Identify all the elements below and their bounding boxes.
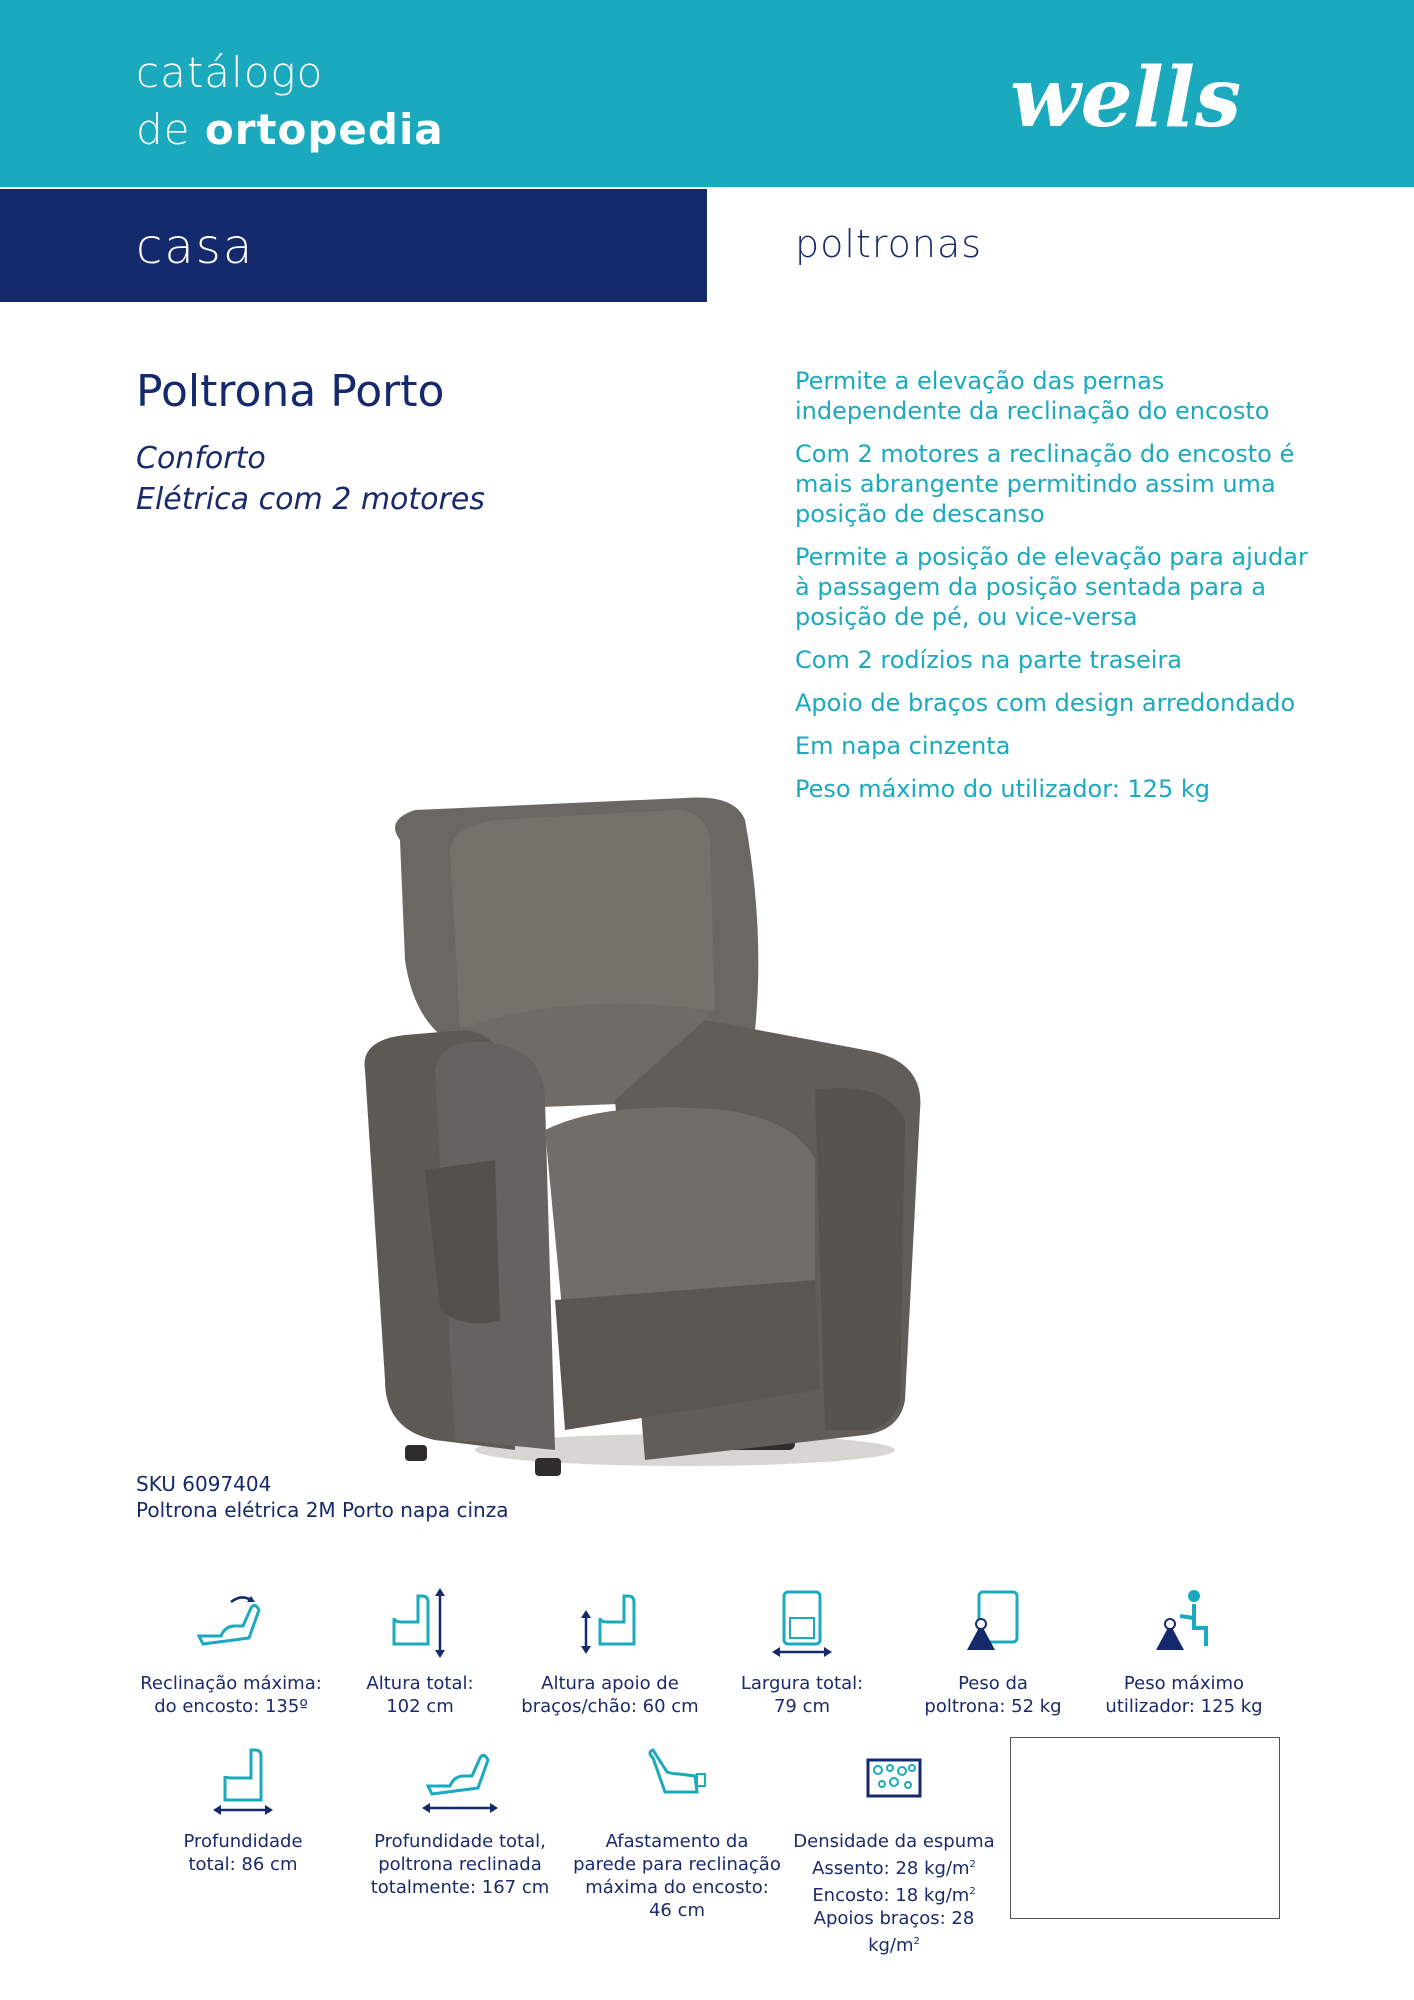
feature-item: Em napa cinzenta <box>795 732 1011 760</box>
spec-largura: Largura total: 79 cm <box>697 1588 907 1718</box>
header-band <box>0 0 1414 187</box>
wall-distance-icon <box>637 1746 717 1818</box>
catalog-line-1: catálogo <box>136 48 324 97</box>
feature-list <box>795 366 1315 817</box>
feature-item: Com 2 rodízios na parte traseira <box>795 646 1183 674</box>
catalog-line-2: de ortopedia <box>136 105 444 154</box>
sku-code: SKU 6097404 <box>136 1472 272 1496</box>
chair-weight-icon <box>953 1588 1033 1660</box>
total-height-icon <box>380 1588 460 1660</box>
total-width-icon <box>762 1588 842 1660</box>
foam-density-icon <box>854 1746 934 1818</box>
sku-block <box>136 1471 509 1523</box>
feature-item: Permite a posição de elevação para ajudar à passagem da posição sentada para a posição de pé, ou vice-versa <box>795 543 1308 631</box>
feature-item: Peso máximo do utilizador: 125 kg <box>795 775 1210 803</box>
svg-text:wells: wells <box>1010 50 1242 146</box>
armrest-height-icon <box>570 1588 650 1660</box>
feature-item: Com 2 motores a reclinação do encosto é mais abrangente permitindo assim uma posição de descanso <box>795 440 1295 528</box>
spec-peso-poltrona: Peso da poltrona: 52 kg <box>888 1588 1098 1718</box>
feature-item: Permite a elevação das pernas independente da reclinação do encosto <box>795 367 1270 425</box>
section-label: casa <box>136 219 255 275</box>
user-weight-icon <box>1144 1588 1224 1660</box>
depth-icon <box>203 1746 283 1818</box>
reclined-depth-icon <box>420 1746 500 1818</box>
spec-altura-apoio: Altura apoio de braços/chão: 60 cm <box>505 1588 715 1718</box>
empty-frame <box>1010 1737 1280 1919</box>
spec-densidade: Densidade da espuma Assento: 28 $kg/m^2$ Encosto: 18 $kg/m^2$ Apoios braços: 28 $kg/m^2$ <box>789 1746 999 1957</box>
armchair-image <box>345 780 965 1490</box>
feature-item: Apoio de braços com design arredondado <box>795 689 1296 717</box>
spec-altura-total: Altura total: 102 cm <box>315 1588 525 1718</box>
subsection-label: poltronas <box>795 222 983 266</box>
spec-profundidade: Profundidade total: 86 cm <box>138 1746 348 1876</box>
section-banner <box>0 189 707 302</box>
spec-reclinacao: Reclinação máxima: do encosto: 135º <box>126 1588 336 1718</box>
spec-afastamento: Afastamento da parede para reclinação máxima do encosto: 46 cm <box>572 1746 782 1922</box>
sku-description: Poltrona elétrica 2M Porto napa cinza <box>136 1498 509 1522</box>
product-title: Poltrona Porto <box>136 366 445 417</box>
recline-icon <box>191 1588 271 1660</box>
catalog-title <box>136 44 444 158</box>
spec-peso-utilizador: Peso máximo utilizador: 125 kg <box>1079 1588 1289 1718</box>
wells-logo <box>1010 48 1286 148</box>
spec-profundidade-reclinada: Profundidade total, poltrona reclinada totalmente: 167 cm <box>355 1746 565 1899</box>
product-subtitle: Conforto Elétrica com 2 motores <box>136 441 485 517</box>
